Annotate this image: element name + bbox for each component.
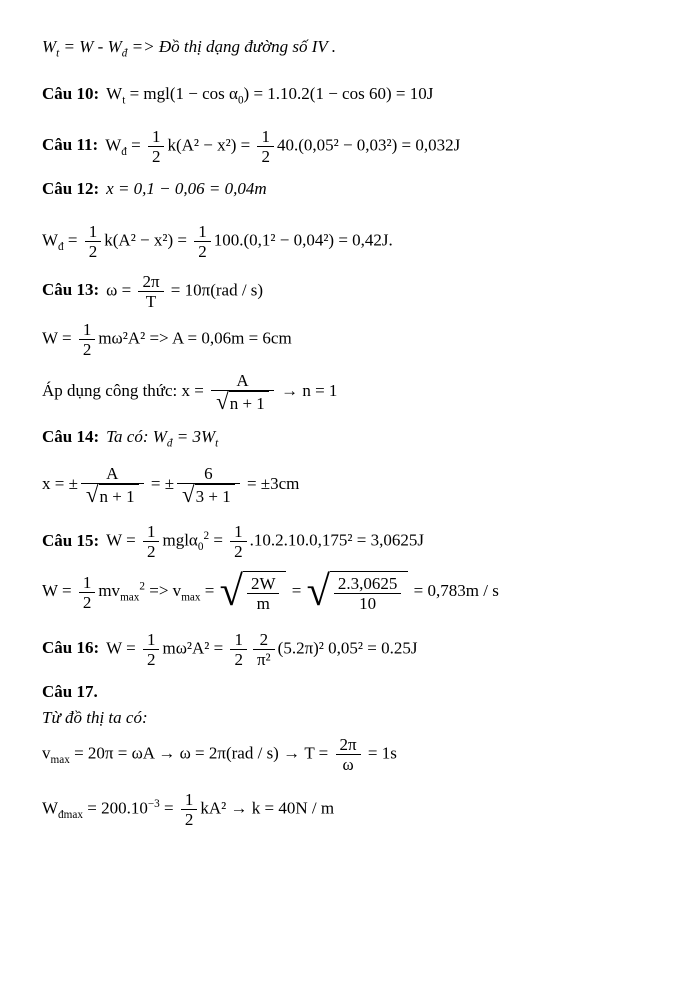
numerator: 2π: [138, 272, 163, 292]
fraction: [143, 522, 160, 561]
denominator: 2: [88, 241, 98, 261]
line-cau-14: [42, 426, 672, 450]
math-text: Ta có: W: [106, 427, 167, 447]
radical-sign: √: [306, 568, 330, 616]
lead-text: Áp dụng công thức:: [42, 380, 182, 400]
math-text: → n = 1: [276, 380, 338, 400]
math-text: W: [42, 230, 59, 250]
numerator: 1: [85, 222, 102, 242]
fraction: [81, 464, 144, 506]
math-text: (5.2π)² 0,05² = 0.25J: [277, 637, 418, 657]
numerator: 1: [79, 320, 96, 340]
fraction: [253, 630, 275, 669]
math-text: W =: [106, 637, 140, 657]
subscript: đ: [58, 240, 64, 253]
question-label: Câu 14:: [42, 427, 100, 447]
denominator: 2: [82, 339, 92, 359]
numerator: 1: [143, 522, 160, 542]
square-root: [86, 484, 139, 506]
subscript: max: [50, 753, 70, 766]
math-text: =: [63, 230, 82, 250]
denominator: 2: [146, 649, 156, 669]
line-cau-10: [42, 83, 672, 107]
superscript: 2: [139, 580, 145, 593]
numerator: 2.3,0625: [334, 574, 402, 594]
fraction: [194, 222, 211, 261]
math-text: x = ±: [42, 474, 78, 494]
denominator: 2: [261, 146, 270, 166]
question-label: Câu 10:: [42, 84, 100, 104]
line-cau-15: [42, 522, 672, 561]
radical-sign: √: [219, 568, 243, 616]
subscript: đmax: [58, 808, 83, 821]
math-text: W =: [42, 581, 76, 601]
numerator: 1: [257, 127, 274, 147]
question-label: Câu 11:: [42, 134, 99, 154]
fraction: [211, 371, 274, 413]
math-text: x = 0,1 − 0,06 = 0,04m: [106, 178, 267, 198]
denominator: 2: [198, 241, 207, 261]
math-text: = 200.10: [82, 798, 148, 818]
numerator: A: [81, 464, 144, 484]
math-text: = 0,783m / s: [409, 581, 499, 601]
square-root: [219, 568, 287, 616]
fraction: [247, 574, 280, 613]
radical-sign: √: [85, 482, 99, 508]
numerator: 1: [181, 790, 198, 810]
subscript: t: [215, 437, 219, 450]
superscript: 2: [203, 530, 210, 543]
math-text: mv: [98, 581, 121, 601]
line-formula-apply: [42, 371, 672, 413]
denominator: [211, 388, 274, 414]
line-cau-11: [42, 127, 672, 166]
math-text: = W - W: [59, 37, 122, 56]
math-text: = ±3cm: [242, 474, 300, 494]
fraction: [143, 630, 160, 669]
numerator: 1: [194, 222, 211, 242]
denominator: 2: [234, 649, 243, 669]
math-text: ) = 1.10.2(1 − cos 60) = 10J: [243, 84, 434, 104]
denominator: 2: [184, 810, 194, 830]
subscript: đ: [166, 437, 173, 450]
line-cau-16: [42, 630, 672, 669]
subscript: đ: [121, 145, 127, 158]
fraction: [79, 320, 96, 359]
superscript: −3: [147, 797, 160, 810]
math-text: W =: [106, 530, 140, 550]
lead-text: Từ đồ thị ta có:: [42, 707, 148, 727]
math-text: mω²A² =: [162, 637, 228, 657]
line-cau-12-work: [42, 222, 672, 261]
denominator: [177, 484, 240, 506]
math-text: .10.2.10.0,175² = 3,0625J: [249, 530, 424, 550]
line-cau-17-note: [42, 707, 672, 728]
fraction: [138, 272, 163, 311]
math-text: = 1s: [363, 743, 397, 763]
math-text: k(A² − x²) =: [104, 230, 192, 250]
math-text: 100.(0,1² − 0,04²) = 0,42J.: [213, 230, 393, 250]
radicand: [330, 571, 409, 613]
fraction: [148, 127, 165, 166]
line-cau-17-vmax: [42, 735, 672, 774]
question-label: Câu 13:: [42, 280, 100, 300]
fraction: [79, 573, 96, 612]
question-label: Câu 12:: [42, 178, 100, 198]
square-root: [216, 388, 269, 414]
denominator: m: [256, 594, 270, 614]
square-root: [182, 484, 235, 506]
subscript: 0: [197, 541, 204, 554]
math-text: W: [105, 134, 122, 154]
square-root: [306, 568, 409, 616]
subscript: max: [120, 591, 140, 604]
numerator: 2: [253, 630, 275, 650]
denominator: [81, 484, 144, 506]
question-label: Câu 17.: [42, 681, 98, 701]
numerator: 1: [230, 630, 247, 650]
numerator: 1: [230, 522, 247, 542]
math-text: kA² → k = 40N / m: [200, 798, 335, 818]
math-text: ω =: [106, 280, 136, 300]
denominator: 2: [82, 592, 92, 612]
math-text: =: [287, 581, 306, 601]
subscript: đ: [121, 47, 128, 60]
numerator: 1: [143, 630, 160, 650]
denominator: 2: [151, 146, 161, 166]
line-cau-14-work: [42, 464, 672, 506]
fraction: [257, 127, 274, 166]
math-text: = 10π(rad / s): [166, 280, 264, 300]
math-text: x =: [181, 380, 209, 400]
fraction: [181, 790, 198, 829]
math-text: = ±: [146, 474, 175, 494]
math-text: =: [126, 134, 145, 154]
numerator: 2W: [247, 574, 280, 594]
denominator: π²: [256, 649, 271, 669]
denominator: T: [145, 291, 157, 311]
denominator: 10: [359, 594, 377, 614]
question-label: Câu 16:: [42, 637, 100, 657]
math-text: 40.(0,05² − 0,03²) = 0,032J: [276, 134, 461, 154]
fraction: [177, 464, 240, 506]
math-text: W: [42, 37, 57, 56]
denominator: 2: [146, 542, 156, 562]
math-text: W: [42, 798, 59, 818]
numerator: 1: [148, 127, 165, 147]
line-cau-15-vmax: [42, 568, 672, 616]
line-cau-13-energy: [42, 320, 672, 359]
line-cau-17-heading: [42, 681, 672, 702]
line-cau-12: [42, 178, 672, 199]
line-cau-13: [42, 272, 672, 311]
math-text: =: [209, 530, 228, 550]
radicand: n + 1: [99, 484, 139, 506]
fraction: [334, 574, 402, 613]
math-text: => v: [145, 581, 182, 601]
subscript: 0: [237, 94, 244, 107]
math-text: =: [200, 581, 219, 601]
math-text: = mgl(1 − cos α: [125, 84, 238, 104]
math-text: = 20π = ωA → ω = 2π(rad / s) → T =: [69, 743, 333, 763]
subscript: t: [56, 47, 60, 60]
line-cau-17-wdmax: [42, 790, 672, 829]
subscript: t: [122, 94, 126, 107]
math-text: W =: [42, 328, 76, 348]
radical-sign: √: [182, 482, 195, 508]
radicand: 3 + 1: [195, 484, 235, 506]
numerator: 6: [177, 464, 240, 484]
denominator: ω: [342, 755, 354, 775]
fraction: [85, 222, 102, 261]
subscript: max: [181, 591, 201, 604]
math-text: = 3W: [172, 427, 216, 447]
line-intro: [42, 36, 672, 60]
math-text: W: [106, 84, 123, 104]
math-text: =: [159, 798, 178, 818]
math-text: mω²A² => A = 0,06m = 6cm: [98, 328, 292, 348]
denominator: 2: [234, 542, 243, 562]
math-text: [106, 427, 219, 450]
radicand: n + 1: [229, 391, 269, 413]
numerator: 1: [79, 573, 96, 593]
numerator: A: [211, 371, 274, 391]
radical-sign: √: [216, 388, 229, 414]
fraction: [230, 630, 247, 669]
radicand: [243, 571, 287, 613]
fraction: [230, 522, 247, 561]
fraction: [336, 735, 361, 774]
math-text: => Đồ thị dạng đường số IV .: [127, 37, 336, 56]
math-text: v: [42, 743, 51, 763]
math-text: mglα: [162, 530, 198, 550]
math-text: k(A² − x²) =: [167, 134, 255, 154]
question-label: Câu 15:: [42, 530, 100, 550]
numerator: 2π: [336, 735, 361, 755]
